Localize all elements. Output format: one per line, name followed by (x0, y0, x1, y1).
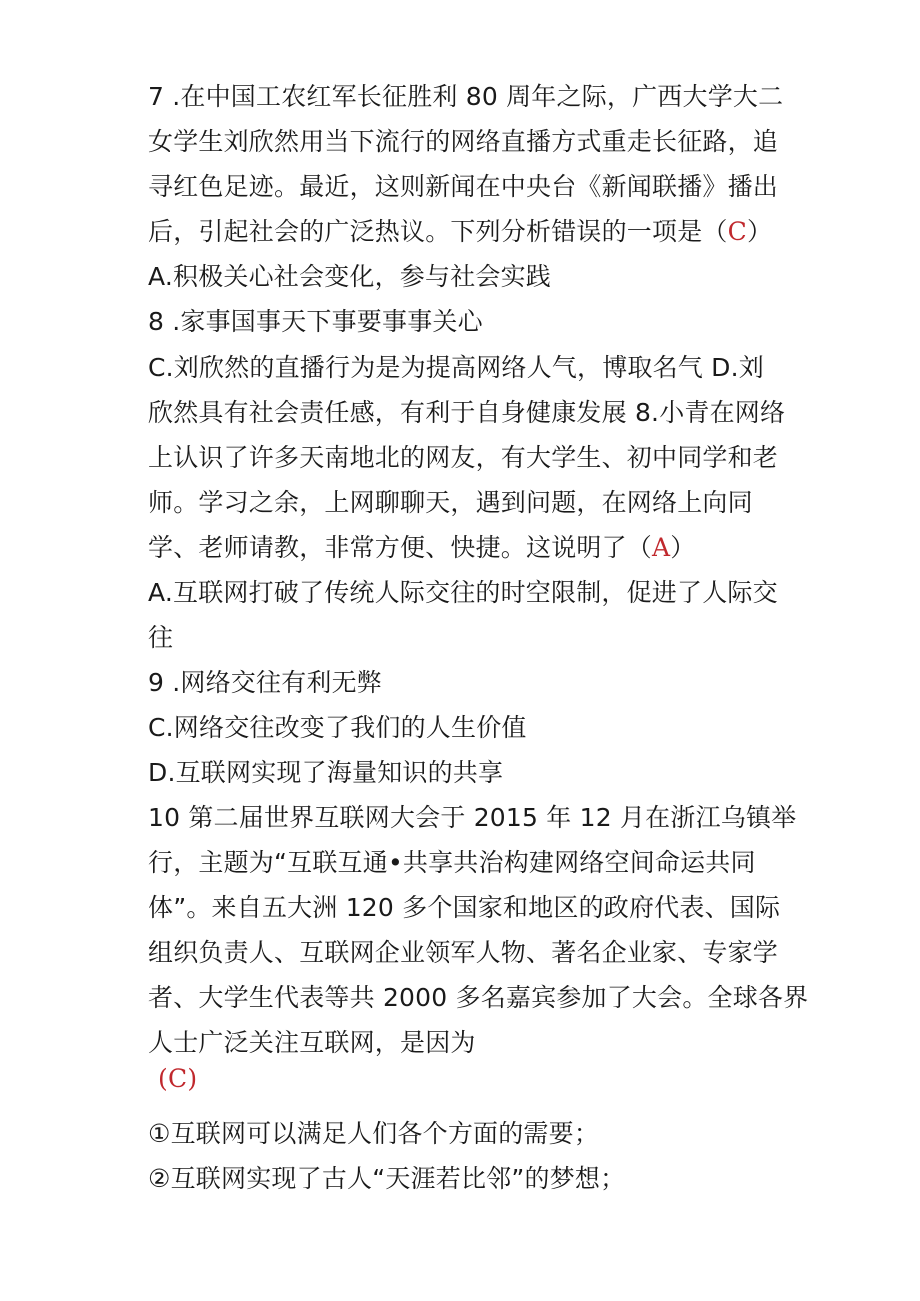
q10-statement-1: ①互联网可以满足人们各个方面的需要； (148, 1119, 600, 1148)
q10-line-3: 体”。来自五大洲 120 多个国家和地区的政府代表、国际 (148, 893, 781, 922)
q10-line-5: 者、大学生代表等共 2000 多名嘉宾参加了大会。全球各界 (148, 983, 809, 1012)
q10-statement-2: ②互联网实现了古人“天涯若比邻”的梦想； (148, 1164, 626, 1193)
item-8-line: 8 .家事国事天下事要事事关心 (148, 307, 483, 336)
q10-answer: C (167, 1064, 188, 1093)
q8-option-a-line-2: 往 (148, 623, 174, 652)
q7-answer: C (727, 217, 747, 246)
q8-line-1: 欣然具有社会责任感，有利于自身健康发展 8.小青在网络 (148, 398, 786, 427)
option-a-line: A.积极关心社会变化，参与社会实践 (148, 262, 552, 291)
q10-line-1: 10 第二届世界互联网大会于 2015 年 12 月在浙江乌镇举 (148, 803, 797, 832)
q8-line-4: 学、老师请教，非常方便、快捷。这说明了（A） (148, 533, 696, 562)
q10-line-6: 人士广泛关注互联网，是因为 (148, 1028, 476, 1057)
q10-line-4: 组织负责人、互联网企业领军人物、著名企业家、专家学 (148, 938, 779, 967)
q8-answer: A (652, 533, 671, 562)
q10-line-2: 行，主题为“互联互通•共享共治构建网络空间命运共同 (148, 848, 756, 877)
item-9-line: 9 .网络交往有利无弊 (148, 668, 383, 697)
q8-line-3: 师。学习之余，上网聊聊天，遇到问题，在网络上向同 (148, 488, 753, 517)
q7-line-3: 寻红色足迹。最近，这则新闻在中央台《新闻联播》播出 (148, 172, 779, 201)
q8-option-a-line-1: A.互联网打破了传统人际交往的时空限制，促进了人际交 (148, 578, 778, 607)
q7-line-4: 后，引起社会的广泛热议。下列分析错误的一项是（C） (148, 217, 773, 246)
q8-line-2: 上认识了许多天南地北的网友，有大学生、初中同学和老 (148, 443, 779, 472)
option-c-d-line: C.刘欣然的直播行为是为提高网络人气，博取名气 D.刘 (148, 353, 764, 382)
q7-line-2: 女学生刘欣然用当下流行的网络直播方式重走长征路，追 (148, 127, 779, 156)
q8-option-d-line: D.互联网实现了海量知识的共享 (148, 758, 504, 787)
q10-answer-line: (C) (158, 1064, 198, 1093)
q7-line-1: 7 .在中国工农红军长征胜利 80 周年之际，广西大学大二 (148, 82, 784, 111)
q8-option-c-line: C.网络交往改变了我们的人生价值 (148, 713, 527, 742)
